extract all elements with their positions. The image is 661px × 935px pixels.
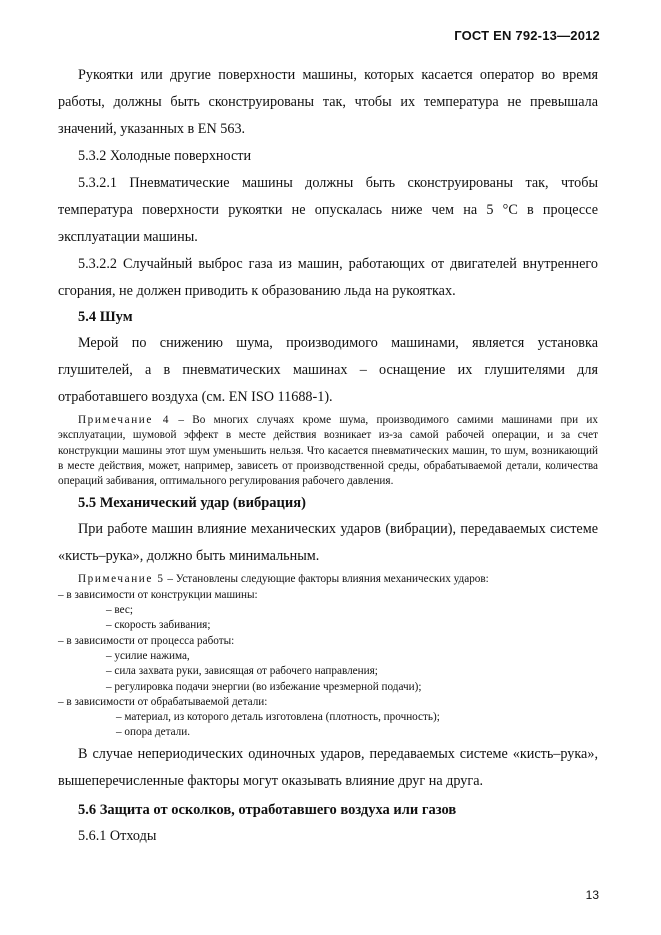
note-5-item: – опора детали. — [116, 726, 191, 739]
note-5-item: – в зависимости от конструкции машины: — [58, 588, 258, 601]
note-5-item: – усилие нажима, — [106, 649, 190, 662]
note-5-item: – скорость забивания; — [106, 619, 211, 632]
section-heading-5-5: 5.5 Механический удар (вибрация) — [78, 495, 306, 512]
subsection-5-6-1: 5.6.1 Отходы — [78, 827, 157, 844]
page-content — [58, 62, 598, 850]
paragraph-5-5: При работе машин влияние механических ударов (вибрации), передаваемых системе «кисть–рука», должно быть минимальным. — [58, 521, 598, 565]
section-heading-5-6: 5.6 Защита от осколков, отработавшего воздуха или газов — [78, 801, 457, 818]
note-4 — [58, 413, 598, 489]
subsection-5-3-2: 5.3.2 Холодные поверхности — [78, 148, 252, 164]
note-5-item: – в зависимости от обрабатываемой детали: — [58, 695, 268, 708]
note-5-item: – материал, из которого деталь изготовлена (плотность, прочность); — [116, 711, 440, 724]
paragraph-5-3-2-2: 5.3.2.2 Случайный выброс газа из машин, работающих от двигателей внутреннего сгорания, не должен приводить к образованию льда на рукоятках. — [58, 256, 598, 299]
note-4-text: – Во многих случаях кроме шума, производимого самими машинами при их эксплуатации, шумовой эффект в месте действия возникает из-за самой рабочей операции, и за счет конструкции машины этот шум уменьшить нельзя. Что касается пневматических машин, то шум, возникающий в месте действия, может, например, зависеть от производственной среды, обрабатываемой детали, количества операций забивания, оптимального регулирования рабочего давления. — [58, 414, 598, 488]
page-number: 13 — [585, 888, 599, 902]
section-heading-5-4: 5.4 Шум — [78, 309, 133, 325]
note-5-text: – Установлены следующие факторы влияния механических ударов: — [164, 573, 489, 586]
note-5-item: – сила захвата руки, зависящая от рабочего направления; — [106, 665, 378, 678]
note-5-item: – регулировка подачи энергии (во избежание чрезмерной подачи); — [106, 680, 422, 693]
paragraph-surface-temperature: Рукоятки или другие поверхности машины, которых касается оператор во время работы, должны быть сконструированы так, чтобы их температура не превышала значений, указанных в EN 563. — [58, 67, 598, 137]
paragraph-5-3-2-1: 5.3.2.1 Пневматические машины должны быть сконструированы так, чтобы температура поверхности рукоятки не опускалась ниже чем на 5 °С в процессе эксплуатации машины. — [58, 175, 598, 245]
note-5-label: Примечание 5 — [78, 573, 165, 586]
note-5-item: – вес; — [106, 604, 133, 617]
note-4-label: Примечание 4 — [78, 414, 171, 426]
note-5-item: – в зависимости от процесса работы: — [58, 634, 235, 647]
note-5 — [58, 572, 598, 740]
paragraph-5-4: Мерой по снижению шума, производимого машинами, является установка глушителей, а в пневматических машинах – оснащение их глушителями для отработавшего воздуха (см. EN ISO 11688-1). — [58, 335, 598, 405]
note-5-intro — [58, 572, 598, 587]
document-code: ГОСТ EN 792-13—2012 — [454, 28, 600, 43]
paragraph-single-impacts: В случае непериодических одиночных ударов, передаваемых системе «кисть–рука», вышеперечисленные факторы могут оказывать влияние друг на друга. — [58, 745, 598, 789]
